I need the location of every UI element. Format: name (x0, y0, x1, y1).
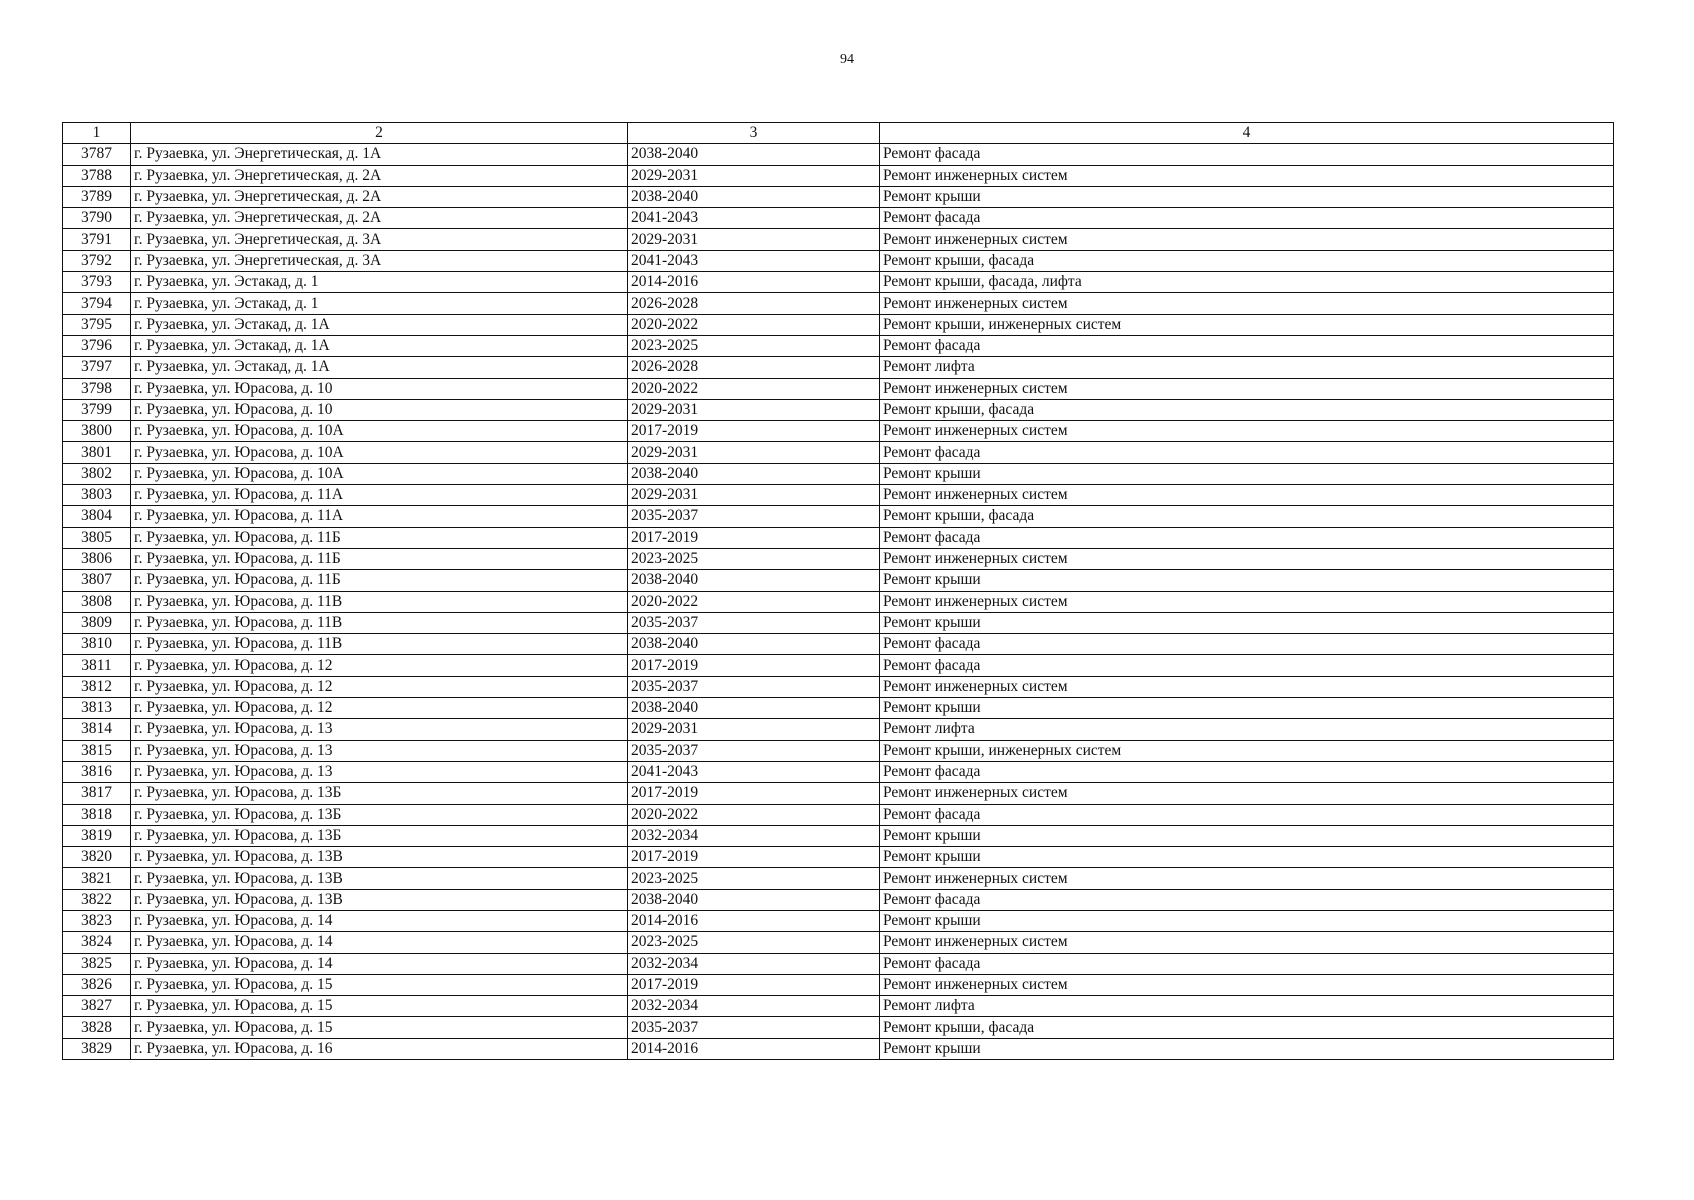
table-row (63, 314, 1614, 335)
table-row (63, 591, 1614, 612)
column-header-1: 1 (63, 123, 131, 144)
address-cell: г. Рузаевка, ул. Юрасова, д. 15 (131, 974, 628, 995)
row-number: 3790 (63, 208, 131, 229)
address-cell: г. Рузаевка, ул. Юрасова, д. 13В (131, 889, 628, 910)
table-row (63, 463, 1614, 484)
table-row (63, 847, 1614, 868)
address-cell: г. Рузаевка, ул. Юрасова, д. 12 (131, 698, 628, 719)
row-number: 3828 (63, 1017, 131, 1038)
address-cell: г. Рузаевка, ул. Энергетическая, д. 1А (131, 144, 628, 165)
row-number: 3806 (63, 548, 131, 569)
address-cell: г. Рузаевка, ул. Юрасова, д. 13 (131, 740, 628, 761)
row-number: 3818 (63, 804, 131, 825)
work-type-cell: Ремонт инженерных систем (880, 421, 1614, 442)
address-cell: г. Рузаевка, ул. Юрасова, д. 13 (131, 719, 628, 740)
address-cell: г. Рузаевка, ул. Энергетическая, д. 3А (131, 229, 628, 250)
work-type-cell: Ремонт инженерных систем (880, 293, 1614, 314)
work-type-cell: Ремонт инженерных систем (880, 548, 1614, 569)
period-cell: 2017-2019 (628, 974, 880, 995)
row-number: 3812 (63, 676, 131, 697)
table-row (63, 442, 1614, 463)
address-cell: г. Рузаевка, ул. Юрасова, д. 14 (131, 932, 628, 953)
row-number: 3797 (63, 357, 131, 378)
work-type-cell: Ремонт лифта (880, 719, 1614, 740)
table-row (63, 250, 1614, 271)
period-cell: 2038-2040 (628, 463, 880, 484)
row-number: 3800 (63, 421, 131, 442)
table-row (63, 783, 1614, 804)
row-number: 3823 (63, 910, 131, 931)
period-cell: 2020-2022 (628, 378, 880, 399)
work-type-cell: Ремонт фасада (880, 634, 1614, 655)
row-number: 3826 (63, 974, 131, 995)
table-row (63, 186, 1614, 207)
address-cell: г. Рузаевка, ул. Эстакад, д. 1А (131, 357, 628, 378)
table-row (63, 740, 1614, 761)
address-cell: г. Рузаевка, ул. Юрасова, д. 14 (131, 910, 628, 931)
work-type-cell: Ремонт инженерных систем (880, 485, 1614, 506)
table-row (63, 910, 1614, 931)
row-number: 3813 (63, 698, 131, 719)
address-cell: г. Рузаевка, ул. Юрасова, д. 11Б (131, 570, 628, 591)
table-row (63, 272, 1614, 293)
work-type-cell: Ремонт инженерных систем (880, 783, 1614, 804)
work-type-cell: Ремонт крыши (880, 186, 1614, 207)
work-type-cell: Ремонт крыши, фасада (880, 1017, 1614, 1038)
period-cell: 2023-2025 (628, 548, 880, 569)
work-type-cell: Ремонт крыши, фасада, лифта (880, 272, 1614, 293)
row-number: 3789 (63, 186, 131, 207)
address-cell: г. Рузаевка, ул. Энергетическая, д. 2А (131, 165, 628, 186)
row-number: 3795 (63, 314, 131, 335)
period-cell: 2041-2043 (628, 208, 880, 229)
table-row (63, 761, 1614, 782)
period-cell: 2032-2034 (628, 825, 880, 846)
row-number: 3799 (63, 399, 131, 420)
address-cell: г. Рузаевка, ул. Энергетическая, д. 2А (131, 208, 628, 229)
work-type-cell: Ремонт крыши, инженерных систем (880, 740, 1614, 761)
table-row (63, 719, 1614, 740)
table-row (63, 953, 1614, 974)
work-type-cell: Ремонт крыши (880, 1038, 1614, 1059)
row-number: 3787 (63, 144, 131, 165)
work-type-cell: Ремонт крыши (880, 698, 1614, 719)
address-cell: г. Рузаевка, ул. Эстакад, д. 1 (131, 293, 628, 314)
work-type-cell: Ремонт крыши (880, 463, 1614, 484)
period-cell: 2029-2031 (628, 485, 880, 506)
table-row (63, 655, 1614, 676)
address-cell: г. Рузаевка, ул. Эстакад, д. 1А (131, 314, 628, 335)
row-number: 3824 (63, 932, 131, 953)
row-number: 3814 (63, 719, 131, 740)
address-cell: г. Рузаевка, ул. Юрасова, д. 10А (131, 463, 628, 484)
period-cell: 2026-2028 (628, 357, 880, 378)
row-number: 3809 (63, 612, 131, 633)
row-number: 3819 (63, 825, 131, 846)
row-number: 3816 (63, 761, 131, 782)
address-cell: г. Рузаевка, ул. Эстакад, д. 1А (131, 335, 628, 356)
work-type-cell: Ремонт фасада (880, 804, 1614, 825)
period-cell: 2017-2019 (628, 421, 880, 442)
work-type-cell: Ремонт крыши (880, 910, 1614, 931)
work-type-cell: Ремонт крыши (880, 825, 1614, 846)
period-cell: 2038-2040 (628, 186, 880, 207)
address-cell: г. Рузаевка, ул. Юрасова, д. 13В (131, 847, 628, 868)
period-cell: 2020-2022 (628, 804, 880, 825)
work-type-cell: Ремонт фасада (880, 144, 1614, 165)
work-type-cell: Ремонт инженерных систем (880, 974, 1614, 995)
row-number: 3801 (63, 442, 131, 463)
period-cell: 2017-2019 (628, 847, 880, 868)
table-row (63, 804, 1614, 825)
period-cell: 2035-2037 (628, 506, 880, 527)
address-cell: г. Рузаевка, ул. Юрасова, д. 15 (131, 996, 628, 1017)
period-cell: 2038-2040 (628, 698, 880, 719)
address-cell: г. Рузаевка, ул. Юрасова, д. 11В (131, 612, 628, 633)
address-cell: г. Рузаевка, ул. Юрасова, д. 11А (131, 506, 628, 527)
row-number: 3820 (63, 847, 131, 868)
period-cell: 2020-2022 (628, 314, 880, 335)
page-number: 94 (840, 52, 854, 67)
period-cell: 2038-2040 (628, 634, 880, 655)
table-row (63, 698, 1614, 719)
address-cell: г. Рузаевка, ул. Энергетическая, д. 2А (131, 186, 628, 207)
address-cell: г. Рузаевка, ул. Юрасова, д. 11А (131, 485, 628, 506)
row-number: 3798 (63, 378, 131, 399)
row-number: 3804 (63, 506, 131, 527)
table-row (63, 293, 1614, 314)
row-number: 3827 (63, 996, 131, 1017)
address-cell: г. Рузаевка, ул. Юрасова, д. 13Б (131, 783, 628, 804)
work-type-cell: Ремонт инженерных систем (880, 676, 1614, 697)
row-number: 3792 (63, 250, 131, 271)
table-row (63, 570, 1614, 591)
table-row (63, 165, 1614, 186)
work-type-cell: Ремонт фасада (880, 442, 1614, 463)
work-type-cell: Ремонт инженерных систем (880, 378, 1614, 399)
row-number: 3810 (63, 634, 131, 655)
address-cell: г. Рузаевка, ул. Юрасова, д. 15 (131, 1017, 628, 1038)
work-type-cell: Ремонт фасада (880, 208, 1614, 229)
work-type-cell: Ремонт лифта (880, 996, 1614, 1017)
period-cell: 2032-2034 (628, 996, 880, 1017)
row-number: 3817 (63, 783, 131, 804)
address-cell: г. Рузаевка, ул. Юрасова, д. 11Б (131, 527, 628, 548)
address-cell: г. Рузаевка, ул. Юрасова, д. 11В (131, 634, 628, 655)
table-header (63, 123, 1614, 144)
work-type-cell: Ремонт инженерных систем (880, 868, 1614, 889)
work-type-cell: Ремонт фасада (880, 761, 1614, 782)
period-cell: 2029-2031 (628, 442, 880, 463)
period-cell: 2029-2031 (628, 165, 880, 186)
column-header-4: 4 (880, 123, 1614, 144)
period-cell: 2029-2031 (628, 229, 880, 250)
address-cell: г. Рузаевка, ул. Юрасова, д. 14 (131, 953, 628, 974)
row-number: 3805 (63, 527, 131, 548)
period-cell: 2035-2037 (628, 612, 880, 633)
period-cell: 2023-2025 (628, 335, 880, 356)
work-type-cell: Ремонт фасада (880, 889, 1614, 910)
row-number: 3815 (63, 740, 131, 761)
period-cell: 2035-2037 (628, 1017, 880, 1038)
period-cell: 2035-2037 (628, 676, 880, 697)
address-cell: г. Рузаевка, ул. Юрасова, д. 16 (131, 1038, 628, 1059)
period-cell: 2023-2025 (628, 868, 880, 889)
work-type-cell: Ремонт фасада (880, 527, 1614, 548)
period-cell: 2023-2025 (628, 932, 880, 953)
address-cell: г. Рузаевка, ул. Юрасова, д. 13Б (131, 804, 628, 825)
table-row (63, 506, 1614, 527)
table-row (63, 1017, 1614, 1038)
row-number: 3807 (63, 570, 131, 591)
work-type-cell: Ремонт крыши, инженерных систем (880, 314, 1614, 335)
row-number: 3822 (63, 889, 131, 910)
work-type-cell: Ремонт фасада (880, 953, 1614, 974)
work-type-cell: Ремонт крыши, фасада (880, 250, 1614, 271)
address-cell: г. Рузаевка, ул. Юрасова, д. 10 (131, 399, 628, 420)
table-row (63, 825, 1614, 846)
period-cell: 2017-2019 (628, 527, 880, 548)
row-number: 3821 (63, 868, 131, 889)
table-row (63, 229, 1614, 250)
period-cell: 2014-2016 (628, 1038, 880, 1059)
period-cell: 2041-2043 (628, 761, 880, 782)
period-cell: 2038-2040 (628, 144, 880, 165)
row-number: 3803 (63, 485, 131, 506)
row-number: 3829 (63, 1038, 131, 1059)
column-header-3: 3 (628, 123, 880, 144)
table-row (63, 144, 1614, 165)
period-cell: 2041-2043 (628, 250, 880, 271)
table-row (63, 1038, 1614, 1059)
row-number: 3825 (63, 953, 131, 974)
table-row (63, 974, 1614, 995)
period-cell: 2029-2031 (628, 399, 880, 420)
row-number: 3791 (63, 229, 131, 250)
address-cell: г. Рузаевка, ул. Юрасова, д. 10А (131, 442, 628, 463)
address-cell: г. Рузаевка, ул. Юрасова, д. 11Б (131, 548, 628, 569)
period-cell: 2026-2028 (628, 293, 880, 314)
address-cell: г. Рузаевка, ул. Юрасова, д. 10 (131, 378, 628, 399)
repair-schedule-table (62, 122, 1614, 1060)
work-type-cell: Ремонт лифта (880, 357, 1614, 378)
row-number: 3802 (63, 463, 131, 484)
work-type-cell: Ремонт фасада (880, 335, 1614, 356)
work-type-cell: Ремонт крыши, фасада (880, 399, 1614, 420)
period-cell: 2038-2040 (628, 570, 880, 591)
period-cell: 2038-2040 (628, 889, 880, 910)
table-row (63, 676, 1614, 697)
table-row (63, 612, 1614, 633)
table-body (63, 144, 1614, 1060)
row-number: 3794 (63, 293, 131, 314)
work-type-cell: Ремонт инженерных систем (880, 165, 1614, 186)
table-row (63, 421, 1614, 442)
period-cell: 2020-2022 (628, 591, 880, 612)
table-row (63, 485, 1614, 506)
row-number: 3796 (63, 335, 131, 356)
row-number: 3811 (63, 655, 131, 676)
table-row (63, 996, 1614, 1017)
period-cell: 2035-2037 (628, 740, 880, 761)
work-type-cell: Ремонт инженерных систем (880, 591, 1614, 612)
work-type-cell: Ремонт крыши, фасада (880, 506, 1614, 527)
period-cell: 2029-2031 (628, 719, 880, 740)
table-row (63, 357, 1614, 378)
table-row (63, 527, 1614, 548)
work-type-cell: Ремонт крыши (880, 612, 1614, 633)
row-number: 3808 (63, 591, 131, 612)
table-row (63, 634, 1614, 655)
period-cell: 2032-2034 (628, 953, 880, 974)
period-cell: 2017-2019 (628, 655, 880, 676)
address-cell: г. Рузаевка, ул. Юрасова, д. 13Б (131, 825, 628, 846)
address-cell: г. Рузаевка, ул. Юрасова, д. 11В (131, 591, 628, 612)
period-cell: 2014-2016 (628, 910, 880, 931)
column-header-2: 2 (131, 123, 628, 144)
table-row (63, 208, 1614, 229)
table-row (63, 399, 1614, 420)
address-cell: г. Рузаевка, ул. Юрасова, д. 10А (131, 421, 628, 442)
work-type-cell: Ремонт крыши (880, 570, 1614, 591)
work-type-cell: Ремонт инженерных систем (880, 229, 1614, 250)
address-cell: г. Рузаевка, ул. Эстакад, д. 1 (131, 272, 628, 293)
period-cell: 2014-2016 (628, 272, 880, 293)
table-row (63, 889, 1614, 910)
work-type-cell: Ремонт инженерных систем (880, 932, 1614, 953)
row-number: 3793 (63, 272, 131, 293)
table-row (63, 378, 1614, 399)
table-row (63, 548, 1614, 569)
table-row (63, 868, 1614, 889)
work-type-cell: Ремонт крыши (880, 847, 1614, 868)
table-row (63, 932, 1614, 953)
address-cell: г. Рузаевка, ул. Юрасова, д. 12 (131, 655, 628, 676)
address-cell: г. Рузаевка, ул. Юрасова, д. 12 (131, 676, 628, 697)
row-number: 3788 (63, 165, 131, 186)
address-cell: г. Рузаевка, ул. Юрасова, д. 13В (131, 868, 628, 889)
address-cell: г. Рузаевка, ул. Юрасова, д. 13 (131, 761, 628, 782)
table-row (63, 335, 1614, 356)
header-row (63, 123, 1614, 144)
address-cell: г. Рузаевка, ул. Энергетическая, д. 3А (131, 250, 628, 271)
period-cell: 2017-2019 (628, 783, 880, 804)
work-type-cell: Ремонт фасада (880, 655, 1614, 676)
